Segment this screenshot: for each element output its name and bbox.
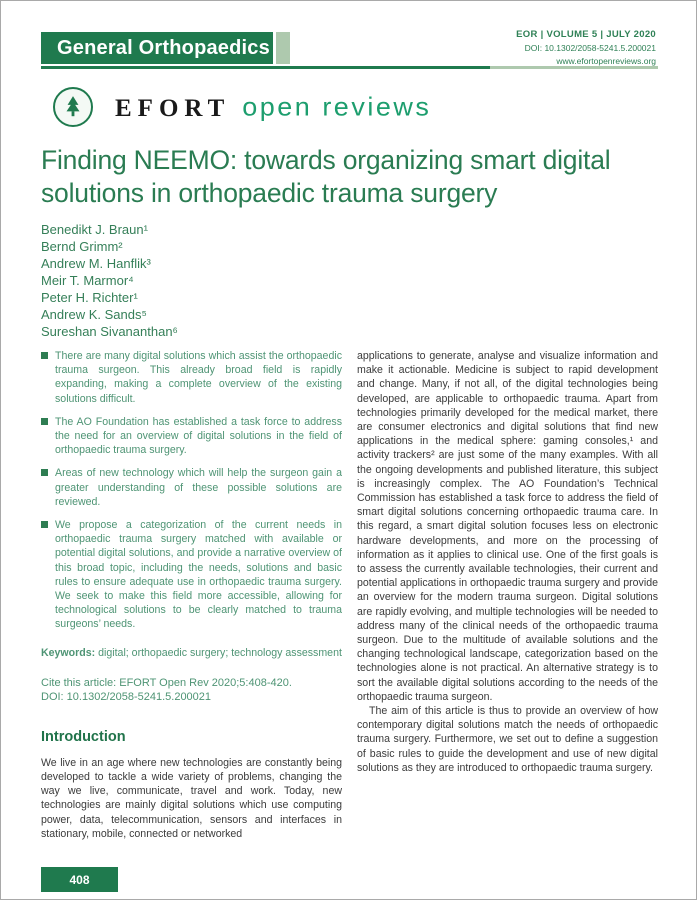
bullet-text: We propose a categorization of the current needs in orthopaedic trauma surgery matched with available or potential digital solutions, and provide a narrative overview of this broad topic, including the needs, solutions and basic rules to ensure adequate use in orthopaedic trauma surgery. We seek to make this field more accessible, allowing for technological solutions to be clearly matched to trauma surgeons’ needs. [55, 519, 342, 631]
bullet-text: Areas of new technology which will help the surgeon gain a greater understanding of these possible solutions are reviewed. [55, 467, 342, 508]
journal-meta [516, 29, 656, 67]
section-banner-label: General Orthopaedics [57, 36, 270, 59]
tree-icon [60, 94, 86, 120]
bullet-square-icon [41, 469, 48, 476]
introduction-paragraph-left: We live in an age where new technologies are constantly being developed to tackle a wide variety of problems, changing the way we live, communicate, travel and work. Today, new technologies are mainly digital solutions which use computing power, data, telecommunication, sensors and interfaces in stationary, mobile, connected or networked [41, 756, 342, 840]
bullet-square-icon [41, 352, 48, 359]
page-number-box [41, 867, 118, 892]
journal-logo [53, 85, 431, 129]
article-title: Finding NEEMO: towards organizing smart digital solutions in orthopaedic trauma surgery [41, 145, 611, 208]
keywords-label: Keywords: [41, 646, 96, 659]
journal-website-link[interactable]: www.efortopenreviews.org [556, 56, 656, 66]
keywords-text: digital; orthopaedic surgery; technology assessment [95, 646, 342, 659]
keywords-line [41, 646, 342, 660]
journal-issue-line: EOR | VOLUME 5 | JULY 2020 [516, 29, 656, 40]
author: Sureshan Sivananthan⁶ [41, 324, 178, 339]
bullet-square-icon [41, 521, 48, 528]
bullet-text: There are many digital solutions which assist the orthopaedic trauma surgeon. This already broad field is rapidly expanding, making a complete overview of the existing solutions difficult. [55, 350, 342, 405]
introduction-paragraph-right: applications to generate, analyse and visualize information and make it actionable. Medicine is subject to rapid development and change. Many, if not all, of the digital technologies being developed, are applicable to orthopaedic trauma. Apart from technologies primarily developed for the medical market, there are consumer electronics and digital solutions that find new applications in the medical sphere: gaming consoles,¹ and activity trackers² are just some of the many examples. With all the ongoing developments and published literature, this subject is increasingly complex. The AO Foundation’s Technical Commission has established a task force to address the field of smart digital solutions concerning orthopaedic trauma care. In this regard, a smart digital solution focuses less on electronic hardware developments, and more on the processing of information as it applies to clinical use. One of the first goals is to assess the currently available technologies, their current and potential applications in orthopaedic trauma surgery and provide an overview for the modern trauma surgeon. Digital solutions are rapidly evolving, and multiple technologies will be needed to address many of the clinical needs of the orthopaedic trauma surgeon. Due to the multitude of available solutions and the changing technological landscape, categorization based on the technologies alone is not practical. An alternative strategy is to sort the available digital solutions according to the needs of the orthopaedic trauma surgeon. [357, 350, 658, 703]
author: Peter H. Richter¹ [41, 290, 138, 305]
left-column [41, 349, 342, 841]
section-banner [41, 32, 273, 64]
bullet-text: The AO Foundation has established a task force to address the need for an overview of digital solutions in the field of orthopaedic trauma surgery. [55, 415, 342, 457]
introduction-heading: Introduction [41, 728, 126, 745]
author: Benedikt J. Braun¹ [41, 222, 148, 237]
bullet-square-icon [41, 418, 48, 425]
bullet-point [41, 518, 342, 632]
wordmark-open-reviews: open reviews [242, 92, 432, 121]
citation-doi: DOI: 10.1302/2058-5241.5.200021 [41, 691, 212, 704]
author-list [41, 221, 178, 340]
bullet-point [41, 349, 342, 406]
right-column [357, 349, 658, 841]
journal-doi: DOI: 10.1302/2058-5241.5.200021 [524, 43, 656, 53]
page-number: 408 [69, 872, 90, 887]
citation-block [41, 676, 342, 705]
header-divider [41, 66, 658, 69]
header-divider-dark [41, 66, 490, 69]
author: Bernd Grimm² [41, 239, 123, 254]
author: Andrew M. Hanflik³ [41, 256, 151, 271]
wordmark-efort: EFORT [115, 94, 231, 122]
banner-tail-decoration [276, 32, 290, 64]
bullet-point [41, 415, 342, 458]
author: Meir T. Marmor⁴ [41, 273, 134, 288]
article-body [41, 349, 658, 841]
citation-line: Cite this article: EFORT Open Rev 2020;5:408-420. [41, 676, 292, 689]
bullet-point [41, 466, 342, 509]
efort-seal-icon [53, 87, 93, 127]
header-divider-light [490, 66, 658, 69]
author: Andrew K. Sands⁵ [41, 307, 147, 322]
journal-wordmark [115, 92, 431, 123]
aim-paragraph: The aim of this article is thus to provide an overview of how contemporary digital solutions match the needs of orthopaedic trauma surgery. Furthermore, we set out to define a suggestion of basic rules to guide the development and use of new digital solutions as they are introduced to orthopaedic trauma surgery. [357, 705, 658, 774]
abstract-bullets [41, 349, 342, 632]
